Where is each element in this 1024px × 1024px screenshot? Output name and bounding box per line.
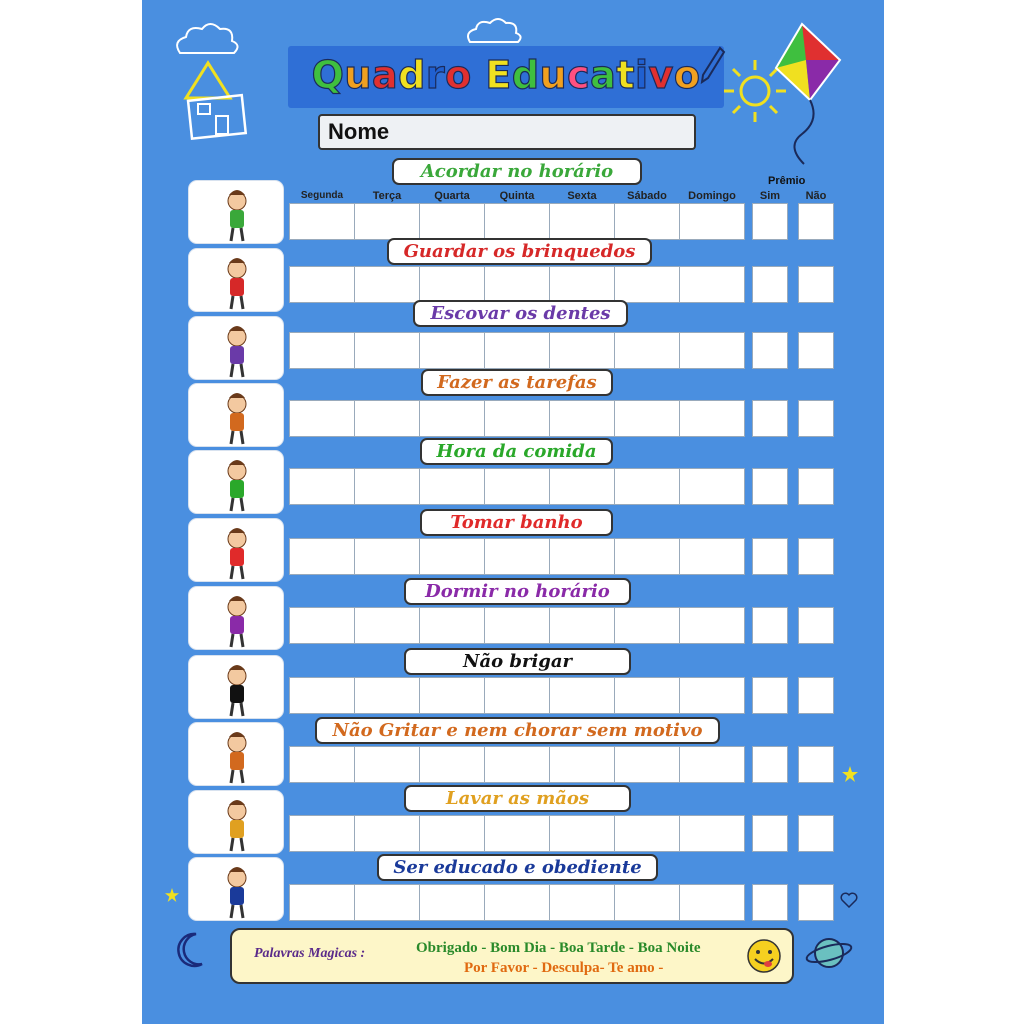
day-check-cell[interactable] xyxy=(419,203,485,240)
day-check-cell[interactable] xyxy=(289,266,355,303)
reward-no-cell[interactable] xyxy=(798,538,834,575)
day-check-cell[interactable] xyxy=(484,677,550,714)
day-check-cell[interactable] xyxy=(354,332,420,369)
chore-label: Não Gritar e nem chorar sem motivo xyxy=(315,717,720,744)
reward-header: Prêmio xyxy=(768,175,806,187)
day-check-cell[interactable] xyxy=(419,746,485,783)
day-check-cell[interactable] xyxy=(419,815,485,852)
day-check-cell[interactable] xyxy=(419,538,485,575)
reward-yes-cell[interactable] xyxy=(752,400,788,437)
reward-yes-cell[interactable] xyxy=(752,468,788,505)
reward-yes-header: Sim xyxy=(759,190,781,202)
day-check-cell[interactable] xyxy=(289,468,355,505)
title-text: Quadro Educativo xyxy=(311,53,701,97)
chore-label: Acordar no horário xyxy=(392,158,642,185)
reward-no-cell[interactable] xyxy=(798,884,834,921)
moon-icon xyxy=(170,930,206,970)
page-title xyxy=(288,46,724,108)
day-check-cell[interactable] xyxy=(679,266,745,303)
day-check-cell[interactable] xyxy=(614,607,680,644)
chore-grid-row xyxy=(0,746,1024,783)
reward-yes-cell[interactable] xyxy=(752,332,788,369)
chore-label: Lavar as mãos xyxy=(404,785,631,812)
day-check-cell[interactable] xyxy=(679,203,745,240)
chore-grid-row xyxy=(0,203,1024,240)
day-check-cell[interactable] xyxy=(484,203,550,240)
chore-grid-row xyxy=(0,266,1024,303)
day-check-cell[interactable] xyxy=(549,400,615,437)
reward-yes-cell[interactable] xyxy=(752,607,788,644)
chore-label: Hora da comida xyxy=(420,438,613,465)
chore-label: Escovar os dentes xyxy=(413,300,628,327)
day-check-cell[interactable] xyxy=(419,468,485,505)
reward-no-cell[interactable] xyxy=(798,203,834,240)
day-header: Quinta xyxy=(499,190,535,202)
chore-label: Ser educado e obediente xyxy=(377,854,658,881)
reward-no-cell[interactable] xyxy=(798,266,834,303)
day-check-cell[interactable] xyxy=(549,203,615,240)
reward-no-cell[interactable] xyxy=(798,607,834,644)
day-check-cell[interactable] xyxy=(354,815,420,852)
day-check-cell[interactable] xyxy=(419,332,485,369)
cloud-icon xyxy=(170,18,260,63)
magic-words-line1: Obrigado - Bom Dia - Boa Tarde - Boa Noite xyxy=(416,940,701,956)
day-check-cell[interactable] xyxy=(419,884,485,921)
day-check-cell[interactable] xyxy=(354,266,420,303)
reward-no-cell[interactable] xyxy=(798,332,834,369)
chore-label: Dormir no horário xyxy=(404,578,631,605)
day-check-cell[interactable] xyxy=(679,332,745,369)
smiley-icon xyxy=(746,938,782,974)
reward-no-header: Não xyxy=(805,190,827,202)
reward-yes-cell[interactable] xyxy=(752,677,788,714)
day-check-cell[interactable] xyxy=(614,400,680,437)
day-check-cell[interactable] xyxy=(679,815,745,852)
magic-words-line2: Por Favor - Desculpa- Te amo - xyxy=(464,960,664,976)
day-check-cell[interactable] xyxy=(354,746,420,783)
reward-no-cell[interactable] xyxy=(798,815,834,852)
chore-grid-row xyxy=(0,607,1024,644)
day-check-cell[interactable] xyxy=(289,400,355,437)
day-check-cell[interactable] xyxy=(679,607,745,644)
day-check-cell[interactable] xyxy=(614,468,680,505)
day-check-cell[interactable] xyxy=(549,468,615,505)
day-check-cell[interactable] xyxy=(549,677,615,714)
day-check-cell[interactable] xyxy=(679,400,745,437)
day-check-cell[interactable] xyxy=(354,677,420,714)
day-check-cell[interactable] xyxy=(289,677,355,714)
day-check-cell[interactable] xyxy=(354,538,420,575)
day-check-cell[interactable] xyxy=(289,884,355,921)
planet-icon xyxy=(804,928,854,978)
day-check-cell[interactable] xyxy=(354,884,420,921)
day-check-cell[interactable] xyxy=(614,538,680,575)
day-check-cell[interactable] xyxy=(354,203,420,240)
reward-yes-cell[interactable] xyxy=(752,746,788,783)
day-check-cell[interactable] xyxy=(549,266,615,303)
reward-yes-cell[interactable] xyxy=(752,538,788,575)
day-check-cell[interactable] xyxy=(679,538,745,575)
day-header: Quarta xyxy=(434,190,470,202)
day-header: Segunda xyxy=(300,190,344,201)
day-check-cell[interactable] xyxy=(549,815,615,852)
day-check-cell[interactable] xyxy=(419,677,485,714)
chore-label: Tomar banho xyxy=(420,509,613,536)
day-check-cell[interactable] xyxy=(614,677,680,714)
day-header: Domingo xyxy=(688,190,736,202)
day-check-cell[interactable] xyxy=(549,884,615,921)
day-check-cell[interactable] xyxy=(614,746,680,783)
reward-no-cell[interactable] xyxy=(798,746,834,783)
chore-grid-row xyxy=(0,332,1024,369)
reward-no-cell[interactable] xyxy=(798,400,834,437)
day-check-cell[interactable] xyxy=(549,538,615,575)
name-field[interactable]: Nome xyxy=(318,114,696,150)
day-header: Sábado xyxy=(627,190,667,202)
day-check-cell[interactable] xyxy=(419,400,485,437)
chore-grid-row xyxy=(0,815,1024,852)
day-check-cell[interactable] xyxy=(679,884,745,921)
day-check-cell[interactable] xyxy=(289,746,355,783)
day-check-cell[interactable] xyxy=(289,815,355,852)
day-check-cell[interactable] xyxy=(679,468,745,505)
day-check-cell[interactable] xyxy=(484,538,550,575)
chore-label: Fazer as tarefas xyxy=(421,369,613,396)
day-check-cell[interactable] xyxy=(419,607,485,644)
chore-grid-row xyxy=(0,538,1024,575)
day-check-cell[interactable] xyxy=(679,677,745,714)
day-check-cell[interactable] xyxy=(614,332,680,369)
day-check-cell[interactable] xyxy=(614,815,680,852)
chore-label: Não brigar xyxy=(404,648,631,675)
day-check-cell[interactable] xyxy=(419,266,485,303)
day-check-cell[interactable] xyxy=(289,203,355,240)
chore-grid-row xyxy=(0,400,1024,437)
day-check-cell[interactable] xyxy=(484,815,550,852)
reward-yes-cell[interactable] xyxy=(752,266,788,303)
reward-no-cell[interactable] xyxy=(798,468,834,505)
day-header: Terça xyxy=(372,190,402,202)
day-header: Sexta xyxy=(567,190,597,202)
day-check-cell[interactable] xyxy=(614,266,680,303)
day-check-cell[interactable] xyxy=(549,607,615,644)
kite-icon xyxy=(760,20,850,170)
reward-yes-cell[interactable] xyxy=(752,884,788,921)
day-check-cell[interactable] xyxy=(354,400,420,437)
day-check-cell[interactable] xyxy=(484,266,550,303)
day-check-cell[interactable] xyxy=(549,332,615,369)
day-check-cell[interactable] xyxy=(484,884,550,921)
chore-label: Guardar os brinquedos xyxy=(387,238,652,265)
magic-words-box xyxy=(230,928,794,984)
day-check-cell[interactable] xyxy=(484,468,550,505)
cloud-icon xyxy=(462,14,532,49)
day-check-cell[interactable] xyxy=(289,607,355,644)
day-check-cell[interactable] xyxy=(614,203,680,240)
chore-grid-row xyxy=(0,884,1024,921)
chore-grid-row xyxy=(0,677,1024,714)
day-check-cell[interactable] xyxy=(484,746,550,783)
day-check-cell[interactable] xyxy=(484,607,550,644)
reward-yes-cell[interactable] xyxy=(752,203,788,240)
magic-words-label: Palavras Magicas : xyxy=(254,946,366,961)
day-check-cell[interactable] xyxy=(354,607,420,644)
day-check-cell[interactable] xyxy=(614,884,680,921)
day-check-cell[interactable] xyxy=(484,400,550,437)
house-icon xyxy=(176,58,256,148)
reward-no-cell[interactable] xyxy=(798,677,834,714)
chore-grid-row xyxy=(0,468,1024,505)
day-check-cell[interactable] xyxy=(354,468,420,505)
day-check-cell[interactable] xyxy=(549,746,615,783)
pencil-icon xyxy=(700,46,726,86)
day-check-cell[interactable] xyxy=(679,746,745,783)
day-check-cell[interactable] xyxy=(289,538,355,575)
day-check-cell[interactable] xyxy=(289,332,355,369)
reward-yes-cell[interactable] xyxy=(752,815,788,852)
day-check-cell[interactable] xyxy=(484,332,550,369)
